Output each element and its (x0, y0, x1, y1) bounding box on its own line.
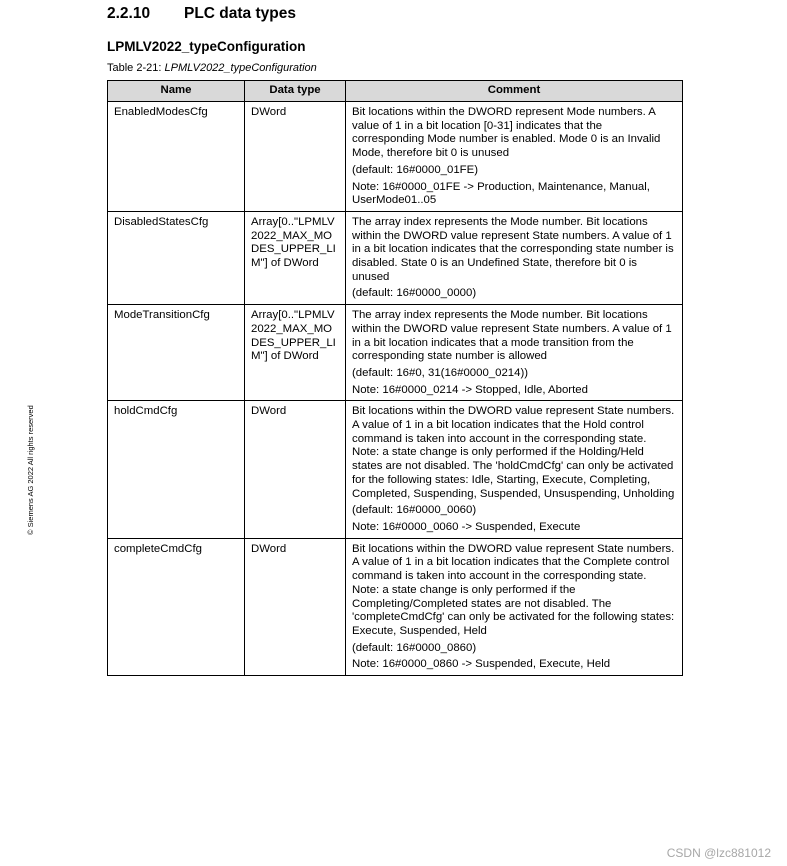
comment-default: (default: 16#0000_0000) (352, 287, 477, 300)
table-row (108, 102, 683, 212)
header-name: Name (108, 81, 245, 102)
cell-name: ModeTransitionCfg (108, 305, 245, 401)
table-caption (107, 62, 317, 74)
comment-description: The array index represents the Mode number. Bit locations within the DWORD value represent State numbers. A value of 1 in a bit location indicates that a mode transition from the corresponding state number is allowed (352, 309, 672, 363)
table-row (108, 305, 683, 401)
subsection-heading: LPMLV2022_typeConfiguration (107, 39, 306, 54)
cell-data-type: DWord (245, 102, 346, 212)
cell-data-type: DWord (245, 538, 346, 675)
comment-note: Note: 16#0000_01FE -> Production, Maintenance, Manual, UserMode01..05 (352, 180, 650, 207)
comment-description: The array index represents the Mode number. Bit locations within the DWORD value represent State numbers. A value of 1 in a bit location indicates that the corresponding state number is disabled. State 0 is an Undefined State, therefore bit 0 is unused (352, 215, 674, 283)
caption-title: LPMLV2022_typeConfiguration (164, 62, 317, 74)
comment-default: (default: 16#0000_01FE) (352, 163, 479, 176)
caption-prefix: Table 2-21: (107, 62, 165, 74)
comment-default: (default: 16#0, 31(16#0000_0214)) (352, 366, 529, 379)
cell-name: EnabledModesCfg (108, 102, 245, 212)
comment-note: Note: 16#0000_0060 -> Suspended, Execute (352, 520, 581, 533)
cell-comment (346, 538, 683, 675)
section-number: 2.2.10 (107, 5, 151, 22)
cell-comment (346, 102, 683, 212)
header-comment: Comment (346, 81, 683, 102)
table-header-row (108, 81, 683, 102)
cell-comment (346, 401, 683, 538)
comment-description: Bit locations within the DWORD value represent State numbers. A value of 1 in a bit location indicates that the Hold control command is taken into account in the corresponding state. Note: a state change is only performed if the Holding/Held states are not disabled. The 'holdCmdCfg' can only be activated for the following states: Idle, Starting, Execute, Completing, Completed, Suspending, Suspended, Unsuspending, Unholding (352, 405, 675, 500)
comment-default: (default: 16#0000_0060) (352, 504, 477, 517)
section-heading (107, 5, 296, 23)
comment-description: Bit locations within the DWORD represent Mode numbers. A value of 1 in a bit location [0-31] indicates that the corresponding Mode number is enabled. Mode 0 is an Invalid Mode, therefore bit 0 is unused (352, 106, 661, 160)
cell-data-type: Array[0.."LPMLV2022_MAX_MODES_UPPER_LIM"] of DWord (245, 211, 346, 304)
comment-note: Note: 16#0000_0214 -> Stopped, Idle, Aborted (352, 383, 588, 396)
type-configuration-table (107, 80, 683, 676)
table-row (108, 538, 683, 675)
comment-default: (default: 16#0000_0860) (352, 641, 477, 654)
cell-comment (346, 305, 683, 401)
section-title: PLC data types (184, 5, 296, 22)
cell-comment (346, 211, 683, 304)
header-data-type: Data type (245, 81, 346, 102)
copyright-note: © Siemens AG 2022 All rights reserved (26, 405, 35, 535)
watermark: CSDN @lzc881012 (666, 846, 771, 860)
cell-name: DisabledStatesCfg (108, 211, 245, 304)
table-row (108, 211, 683, 304)
comment-description: Bit locations within the DWORD value represent State numbers. A value of 1 in a bit location indicates that the Complete control command is taken into account in the corresponding state. Note: a state change is only performed if the Completing/Completed states are not disabled. The 'completeCmdCfg' can only be activated for the following states: Execute, Suspended, Held (352, 542, 675, 637)
cell-data-type: DWord (245, 401, 346, 538)
table-row (108, 401, 683, 538)
cell-data-type: Array[0.."LPMLV2022_MAX_MODES_UPPER_LIM"] of DWord (245, 305, 346, 401)
comment-note: Note: 16#0000_0860 -> Suspended, Execute, Held (352, 658, 611, 671)
cell-name: completeCmdCfg (108, 538, 245, 675)
cell-name: holdCmdCfg (108, 401, 245, 538)
